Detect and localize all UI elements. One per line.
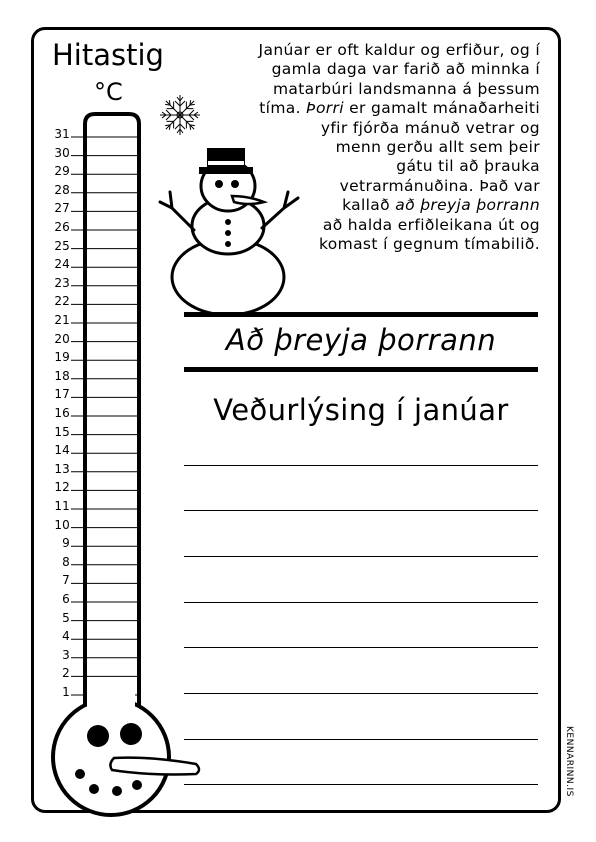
scale-label: 14	[54, 443, 70, 458]
scale-label: 24	[54, 257, 70, 272]
scale-label: 4	[62, 629, 70, 644]
scale-label: 20	[54, 331, 70, 346]
scale-label: 3	[62, 647, 70, 662]
text-run: matarbúri landsmanna á þessum	[272, 79, 540, 98]
text-run: komast í gegnum tímabilið.	[319, 235, 540, 254]
text-run: Janúar er oft kaldur og erfiður, og í	[258, 41, 540, 59]
text-run: tíma.	[259, 99, 307, 118]
scale-label: 7	[62, 573, 70, 588]
scale-label: 29	[54, 164, 70, 179]
text-run: gamla daga var farið að minnka í	[271, 60, 540, 79]
scale-label: 17	[54, 387, 70, 402]
scale-label: 21	[54, 313, 70, 327]
text-run: vetrarmánuðina. Það var	[339, 176, 540, 195]
scale-label: 15	[54, 424, 70, 439]
scale-label: 30	[54, 145, 70, 160]
scale-label: 13	[54, 461, 70, 476]
scale-label: 25	[54, 238, 70, 253]
text-run: að halda erfiðleikana út og	[322, 215, 540, 234]
scale-label: 9	[62, 536, 70, 551]
page-title: Hitastig	[52, 38, 164, 72]
scale-label: 19	[54, 350, 70, 365]
scale-label: 18	[54, 368, 70, 383]
scale-label: 1	[62, 685, 70, 699]
scale-label: 12	[54, 480, 70, 495]
scale-label: 28	[54, 182, 70, 197]
scale-label: 11	[54, 499, 70, 513]
text-run: yfir fjórða mánuð vetrar og	[320, 118, 540, 137]
text-run: gátu til að þrauka	[396, 157, 540, 176]
text-run: menn gerðu allt sem þeir	[335, 138, 540, 157]
scale-label: 22	[54, 294, 70, 309]
scale-label: 26	[54, 220, 70, 234]
brand-label: KENNARINN.IS	[564, 726, 574, 797]
text-run: er gamalt mánaðarheiti	[343, 99, 540, 118]
scale-label: 27	[54, 201, 70, 216]
scale-label: 6	[62, 592, 70, 606]
scale-label: 23	[54, 275, 70, 290]
unit-label: °C	[94, 78, 123, 106]
italic-phrase: Þorri	[306, 99, 344, 118]
scale-label: 16	[54, 406, 70, 420]
section-heading-italic: Að þreyja þorrann	[225, 323, 497, 357]
scale-label: 10	[54, 517, 70, 532]
scale-label: 2	[62, 666, 70, 681]
scale-label: 5	[62, 610, 70, 625]
scale-label: 31	[54, 127, 70, 141]
text-run: kallað	[342, 196, 396, 215]
scale-label: 8	[62, 554, 70, 569]
italic-phrase: að þreyja þorrann	[395, 196, 540, 215]
weather-heading: Veðurlýsing í janúar	[213, 393, 509, 427]
